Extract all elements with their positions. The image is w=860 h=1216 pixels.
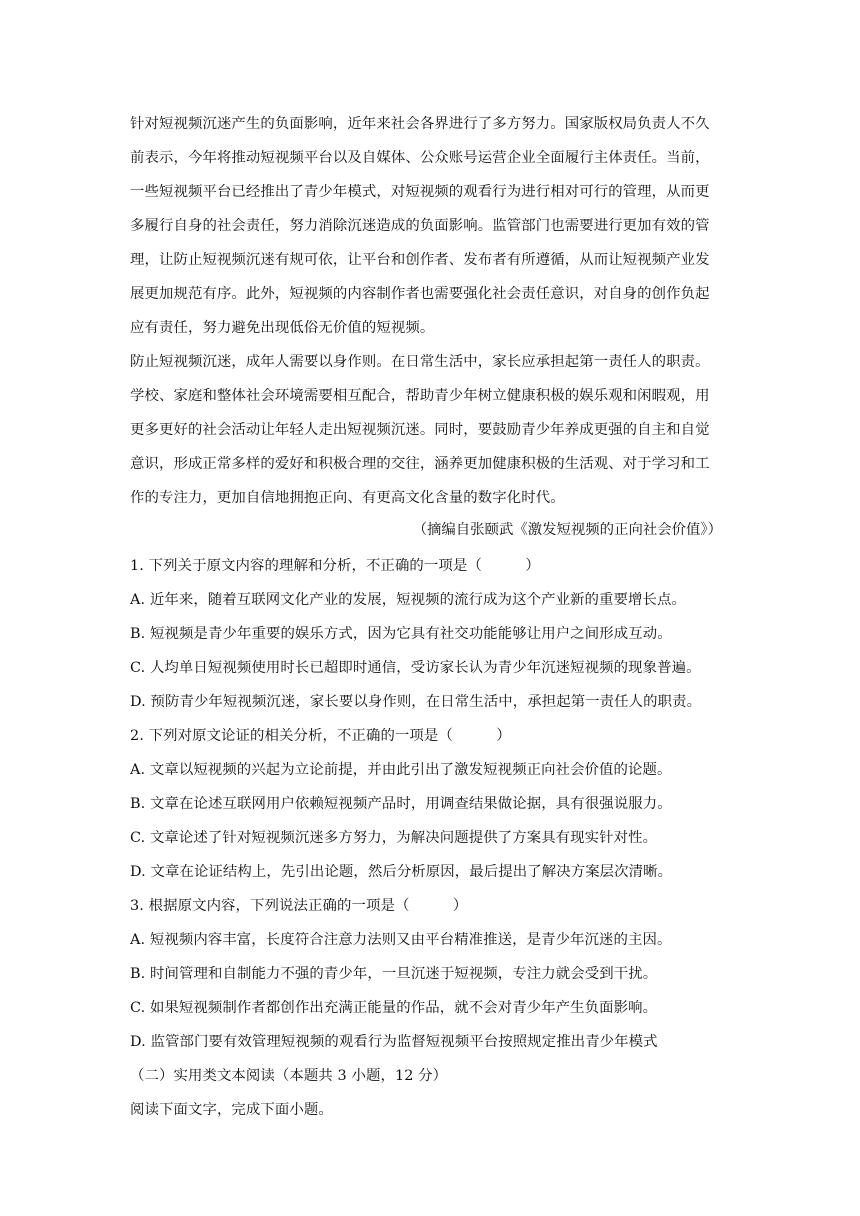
option-c: C. 如果短视频制作者都创作出充满正能量的作品，就不会对青少年产生负面影响。	[130, 1000, 658, 1016]
option-d: D. 监管部门要有效管理短视频的观看行为监督短视频平台按照规定推出青少年模式	[130, 1034, 658, 1050]
option-b: B. 短视频是青少年重要的娱乐方式，因为它具有社交功能能够让用户之间形成互动。	[130, 626, 672, 642]
section-heading: （二）实用类文本阅读（本题共 3 小题，12 分）	[130, 1068, 448, 1084]
option-b: B. 文章在论述互联网用户依赖短视频产品时，用调查结果做论据，具有很强说服力。	[130, 796, 672, 812]
question-stem: 3. 根据原文内容，下列说法正确的一项是（ ）	[130, 898, 468, 914]
option-c: C. 人均单日短视频使用时长已超即时通信，受访家长认为青少年沉迷短视频的现象普遍。	[130, 660, 701, 676]
source-attribution: （摘编自张颐武《激发短视频的正向社会价值》）	[412, 522, 722, 538]
text-line: 更多更好的社会活动让年轻人走出短视频沉迷。同时，要鼓励青少年养成更强的自主和自觉	[130, 422, 710, 438]
question-stem: 2. 下列对原文论证的相关分析，不正确的一项是（ ）	[130, 728, 511, 744]
text-line: 多履行自身的社会责任，努力消除沉迷造成的负面影响。监管部门也需要进行更加有效的管	[130, 218, 710, 234]
option-a: A. 短视频内容丰富，长度符合注意力法则又由平台精准推送，是青少年沉迷的主因。	[130, 932, 672, 948]
text-line: 展更加规范有序。此外，短视频的内容制作者也需要强化社会责任意识，对自身的创作负起	[130, 286, 710, 302]
text-line: 作的专注力，更加自信地拥抱正向、有更高文化含量的数字化时代。	[130, 490, 565, 506]
text-line: 应有责任，努力避免出现低俗无价值的短视频。	[130, 320, 435, 336]
text-line: 学校、家庭和整体社会环境需要相互配合，帮助青少年树立健康积极的娱乐观和闲暇观，用	[130, 388, 710, 404]
text-line: 意识，形成正常多样的爱好和积极合理的交往，涵养更加健康积极的生活观、对于学习和工	[130, 456, 710, 472]
option-b: B. 时间管理和自制能力不强的青少年，一旦沉迷于短视频，专注力就会受到干扰。	[130, 966, 658, 982]
option-d: D. 文章在论证结构上，先引出论题，然后分析原因，最后提出了解决方案层次清晰。	[130, 864, 673, 880]
text-line: 前表示，今年将推动短视频平台以及自媒体、公众账号运营企业全面履行主体责任。当前，	[130, 150, 710, 166]
text-line: 理，让防止短视频沉迷有规可依，让平台和创作者、发布者有所遵循，从而让短视频产业发	[130, 252, 710, 268]
option-c: C. 文章论述了针对短视频沉迷多方努力，为解决问题提供了方案具有现实针对性。	[130, 830, 658, 846]
section-instruction: 阅读下面文字，完成下面小题。	[130, 1102, 333, 1118]
text-line: 针对短视频沉迷产生的负面影响，近年来社会各界进行了多方努力。国家版权局负责人不久	[130, 116, 710, 132]
text-line: 一些短视频平台已经推出了青少年模式，对短视频的观看行为进行相对可行的管理，从而更	[130, 184, 710, 200]
option-d: D. 预防青少年短视频沉迷，家长要以身作则，在日常生活中，承担起第一责任人的职责。	[130, 694, 702, 710]
text-line: 防止短视频沉迷，成年人需要以身作则。在日常生活中，家长应承担起第一责任人的职责。	[130, 354, 710, 370]
question-stem: 1. 下列关于原文内容的理解和分析，不正确的一项是（ ）	[130, 558, 540, 574]
option-a: A. 近年来，随着互联网文化产业的发展，短视频的流行成为这个产业新的重要增长点。	[130, 592, 686, 608]
option-a: A. 文章以短视频的兴起为立论前提，并由此引出了激发短视频正向社会价值的论题。	[130, 762, 672, 778]
